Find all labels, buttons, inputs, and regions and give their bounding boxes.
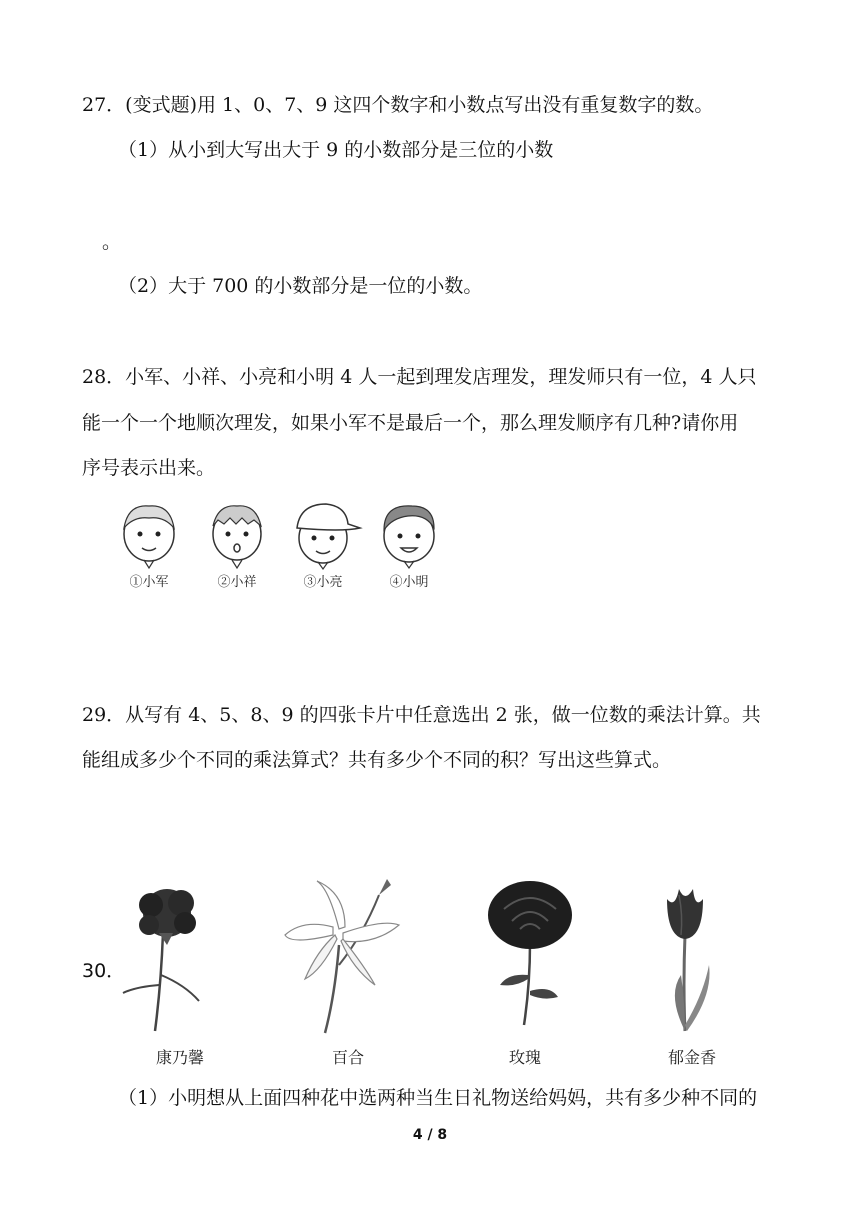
boy-face-icon <box>368 498 450 570</box>
q27-sub1: （1）从小到大写出大于 9 的小数部分是三位的小数 <box>118 139 554 161</box>
tulip-label: 郁金香 <box>667 1048 716 1067</box>
tulip-icon <box>623 875 743 1035</box>
lily-label: 百合 <box>331 1048 364 1067</box>
q28-line1: 28．小军、小祥、小亮和小明 4 人一起到理发店理发，理发师只有一位，4 人只 <box>82 366 757 388</box>
rose-icon <box>474 875 594 1035</box>
q27-sub2: （2）大于 700 的小数部分是一位的小数。 <box>118 275 483 297</box>
boy-face-icon <box>108 498 190 570</box>
kid-label: ②小祥 <box>217 575 257 590</box>
q28-line2: 能一个一个地顺次理发，如果小军不是最后一个，那么理发顺序有几种?请你用 <box>82 412 739 434</box>
carnation-label: 康乃馨 <box>155 1048 204 1067</box>
carnation-image <box>115 875 235 1035</box>
q27-blank-end: 。 <box>102 231 122 253</box>
rose-image <box>474 875 594 1035</box>
q29-line2: 能组成多少个不同的乘法算式？共有多少个不同的积？写出这些算式。 <box>82 749 672 771</box>
kids-illustration <box>108 498 450 590</box>
kid-xiaojun <box>108 498 190 590</box>
q29-line1: 29．从写有 4、5、8、9 的四张卡片中任意选出 2 张，做一位数的乘法计算。共 <box>82 704 761 726</box>
q27-title: 27．(变式题)用 1、0、7、9 这四个数字和小数点写出没有重复数字的数。 <box>82 94 714 116</box>
boy-cap-icon <box>282 498 364 570</box>
q30-sub1: （1）小明想从上面四种花中选两种当生日礼物送给妈妈，共有多少种不同的 <box>118 1087 758 1109</box>
kid-label: ①小军 <box>129 575 169 590</box>
rose-label: 玫瑰 <box>508 1048 541 1067</box>
lily-image <box>283 875 403 1035</box>
page-number: 4 / 8 <box>412 1127 448 1143</box>
kid-xiaoliang <box>282 498 364 590</box>
kid-label: ④小明 <box>389 575 429 590</box>
kid-label: ③小亮 <box>303 575 343 590</box>
kid-xiaoxiang <box>196 498 278 590</box>
kid-xiaoming <box>368 498 450 590</box>
boy-face-icon <box>196 498 278 570</box>
q28-line3: 序号表示出来。 <box>82 457 216 479</box>
lily-icon <box>283 875 403 1035</box>
q30-number: 30． <box>82 960 126 982</box>
carnation-icon <box>115 875 235 1035</box>
tulip-image <box>623 875 743 1035</box>
